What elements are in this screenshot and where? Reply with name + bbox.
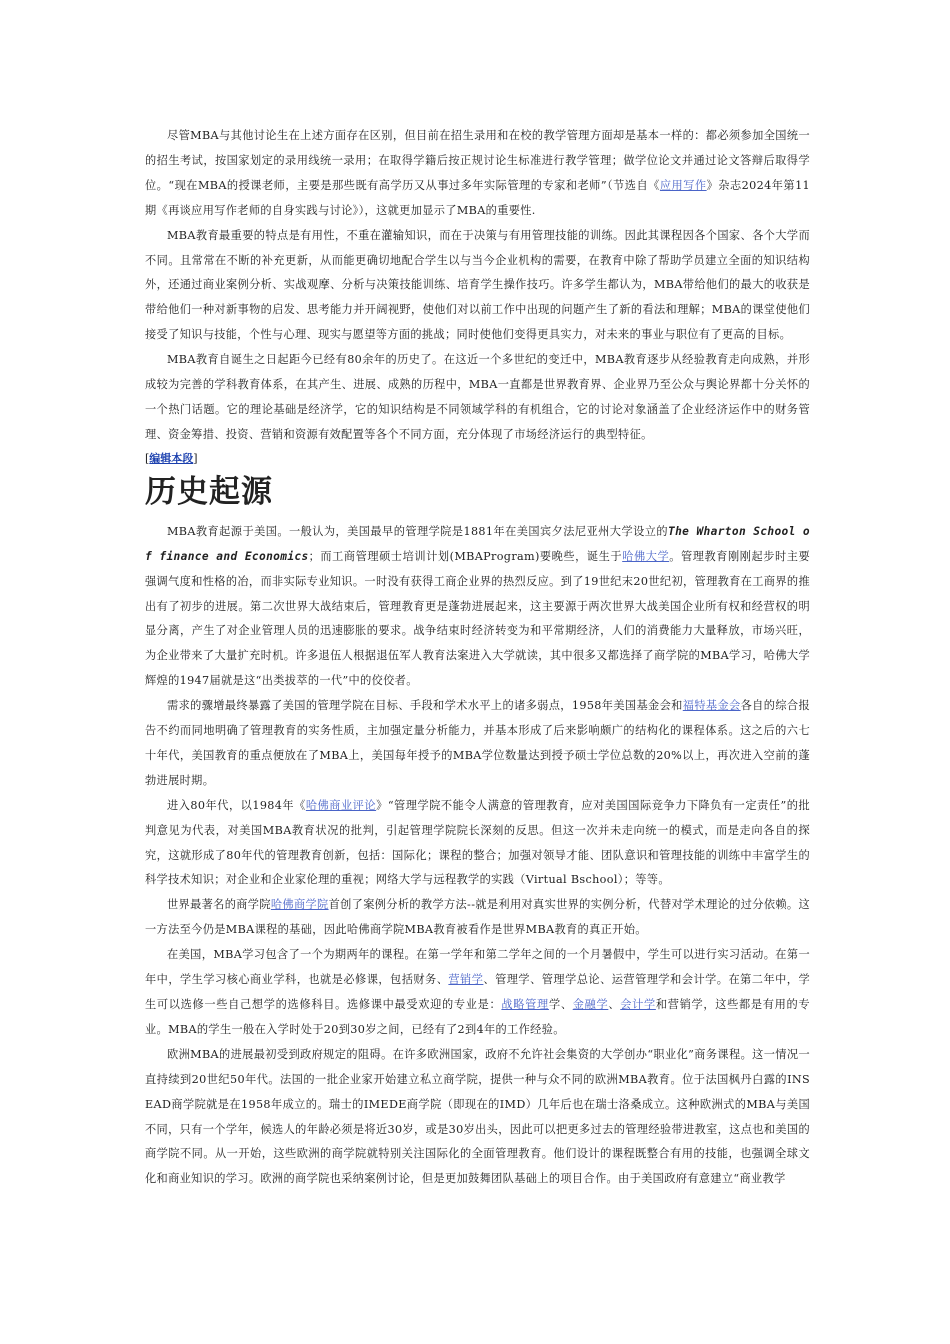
text-run: 世界最著名的商学院: [167, 898, 271, 912]
link-yingyong-xiezuo[interactable]: 应用写作: [659, 178, 707, 192]
text-run: 首创了案例分析的教学方法--就是利用对真实世界的实例分析，代替对学术理论的过分依赖。这一方法至今仍是MBA课程的基础，因此哈佛商学院MBA教育被看作是世界MBA教育的真正开始。: [145, 898, 810, 937]
intro-paragraph-1: [145, 124, 810, 224]
text-run: 在美国，MBA学习包含了一个为期两年的课程。在第一学年和第二学年之间的一个月暑假中，学生可以进行实习活动。在第一年中，学生学习核心商业学科，也就是必修课，包括财务、: [145, 948, 810, 987]
text-run: 学、: [548, 998, 573, 1011]
history-paragraph-4: [145, 893, 810, 943]
link-strategic-management[interactable]: 战略管理: [501, 998, 549, 1011]
text-run: 、: [608, 998, 621, 1011]
edit-section-bar: [145, 450, 810, 468]
link-accounting[interactable]: 会计学: [620, 998, 656, 1011]
text-run: 》“管理学院不能令人满意的管理教育，应对美国国际竞争力下降负有一定责任”的批判意见为代表，对美国MBA教育状况的批判，引起管理学院院长深刻的反思。但这一次并未走向统一的模式，而是走向各自的探究，这就形成了80年代的管理教育创新，包括：国际化；课程的整合；加强对领导才能、团队意识和管理技能的训练中丰富学生的科学技术知识；对企业和企业家伦理的重视；网络大学与远程教学的实践（Virtual Bschool）；等等。: [145, 798, 810, 887]
bracket-close: ]: [193, 451, 198, 465]
text-run: MBA教育起源于美国。一般认为，美国最早的管理学院是1881年在美国宾夕法尼亚州大学设立的: [167, 524, 668, 538]
document-page: [145, 124, 810, 1192]
text-run: 进入80年代，以1984年《: [167, 798, 306, 812]
history-paragraph-5: [145, 943, 810, 1043]
text-run: 需求的骤增最终暴露了美国的管理学院在目标、手段和学术水平上的诸多弱点，1958年美国基金会和: [167, 699, 683, 713]
link-finance[interactable]: 金融学: [572, 998, 609, 1011]
history-paragraph-2: [145, 694, 810, 794]
text-run: 各自的综合报告不约而同地明确了管理教育的实务性质，主加强定量分析能力，并基本形成了后来影响颇广的结构化的课程体系。这之后的六七十年代，美国教育的重点便放在了MBA上，美国每年授予的MBA学位数量达到授予硕士学位总数的20%以上，再次进入空前的蓬勃进展时期。: [145, 699, 810, 787]
text-run: 尽管MBA与其他讨论生在上述方面存在区别，但目前在招生录用和在校的教学管理方面却是基本一样的：都必须参加全国统一的招生考试，按国家划定的录用线统一录用；在取得学籍后按正规讨论生标准进行教学管理；做学位论文并通过论文答辩后取得学位。“现在MBA的授课老师，主要是那些既有高学历又从事过多年实际管理的专家和老师”（节选自《: [145, 129, 810, 192]
section-heading: 历史起源: [145, 473, 273, 510]
text-run: 。管理教育刚刚起步时主要强调气度和性格的冶，而非实际专业知识。一时没有获得工商企业界的热烈反应。到了19世纪末20世纪初，管理教育在工商界的推出有了初步的进展。第二次世界大战结束后，管理教育更是蓬勃进展起来，这主要源于两次世界大战美国企业所有权和经营权的明显分离，产生了对企业管理人员的迅速膨胀的要求。战争结束时经济转变为和平常期经济，人们的消费能力大量释放，市场兴旺，为企业带来了大量扩充时机。许多退伍人根据退伍军人教育法案进入大学就读，其中很多又都选择了商学院的MBA学习，哈佛大学辉煌的1947届就是这“出类拔萃的一代”中的佼佼者。: [145, 549, 811, 688]
link-marketing[interactable]: 营销学: [448, 973, 484, 987]
text-run: 》杂志2024年第11期《再谈应用写作老师的自身实践与讨论》），这就更加显示了MBA的重要性.: [145, 178, 811, 217]
history-paragraph-3: [145, 794, 810, 894]
history-paragraph-6: 欧洲MBA的进展最初受到政府规定的阻碍。在许多欧洲国家，政府不允许社会集资的大学创办“职业化”商务课程。这一情况一直持续到20世纪50年代。法国的一批企业家开始建立私立商学院，提供一种与众不同的欧洲MBA教育。位于法国枫丹白露的INSEAD商学院就是在1958年成立的。瑞士的IMEDE商学院（即现在的IMD）几年后也在瑞士洛桑成立。这种欧洲式的MBA与美国不同，只有一个学年，候选人的年龄必须是将近30岁，或是30岁出头，因此可以把更多过去的管理经验带进教室，这点也和美国的商学院不同。从一开始，这些欧洲的商学院就特别关注国际化的全面管理教育。他们设计的课程既整合有用的技能，也强调全球文化和商业知识的学习。欧洲的商学院也采纳案例讨论，但是更加鼓舞团队基础上的项目合作。由于美国政府有意建立“商业教学: [145, 1047, 810, 1186]
link-harvard-business-review[interactable]: 哈佛商业评论: [305, 798, 377, 812]
text-run: ；而工商管理硕士培训计划(MBAProgram)要晚些，诞生于: [308, 549, 623, 563]
link-harvard-university[interactable]: 哈佛大学: [622, 549, 670, 563]
text-run: 和营销学，这些都是有用的专业。MBA的学生一般在入学时处于20到30岁之间，已经有了2到4年的工作经验。: [145, 998, 810, 1036]
intro-paragraph-3: MBA教育自诞生之日起距今已经有80余年的历史了。在这近一个多世纪的变迁中，MBA教育逐步从经验教育走向成熟，并形成较为完善的学科教育体系，在其产生、进展、成熟的历程中，MBA一直都是世界教育界、企业界乃至公众与舆论界都十分关怀的一个热门话题。它的理论基础是经济学，它的知识结构是不同领域学科的有机组合，它的讨论对象涵盖了企业经济运作中的财务管理、资金筹措、投资、营销和资源有效配置等各个不同方面，充分体现了市场经济运行的典型特征。: [145, 353, 810, 441]
intro-paragraph-2: MBA教育最重要的特点是有用性，不重在灌输知识，而在于决策与有用管理技能的训练。因此其课程因各个国家、各个大学而不同。且常常在不断的补充更新，从而能更确切地配合学生以与当今企业机构的需要，在教育中除了帮助学员建立全面的知识结构外，还通过商业案例分析、实战观摩、分析与决策技能训练、培育学生操作技巧。许多学生都认为，MBA带给他们的最大的收获是带给他们一种对新事物的启发、思考能力并开阔视野，使他们对以前工作中出现的问题产生了新的看法和理解；MBA的课堂使他们接受了知识与技能，个性与心理、现实与愿望等方面的挑战；同时使他们变得更具实力，对未来的事业与职位有了更高的目标。: [145, 228, 810, 342]
link-ford-foundation[interactable]: 福特基金会: [682, 699, 741, 713]
history-paragraph-1: [145, 520, 810, 694]
bracket-open: [: [145, 451, 150, 465]
edit-section-link[interactable]: 编辑本段: [149, 451, 194, 465]
school-name-emphasis: The Wharton School of finance and Economics: [145, 524, 810, 563]
text-run: 、管理学、管理学总论、运营管理学和会计学。在第二年中，学生可以选修一些自己想学的选修科目。选修课中最受欢迎的专业是：: [145, 973, 810, 1011]
link-harvard-business-school[interactable]: 哈佛商学院: [270, 898, 329, 912]
